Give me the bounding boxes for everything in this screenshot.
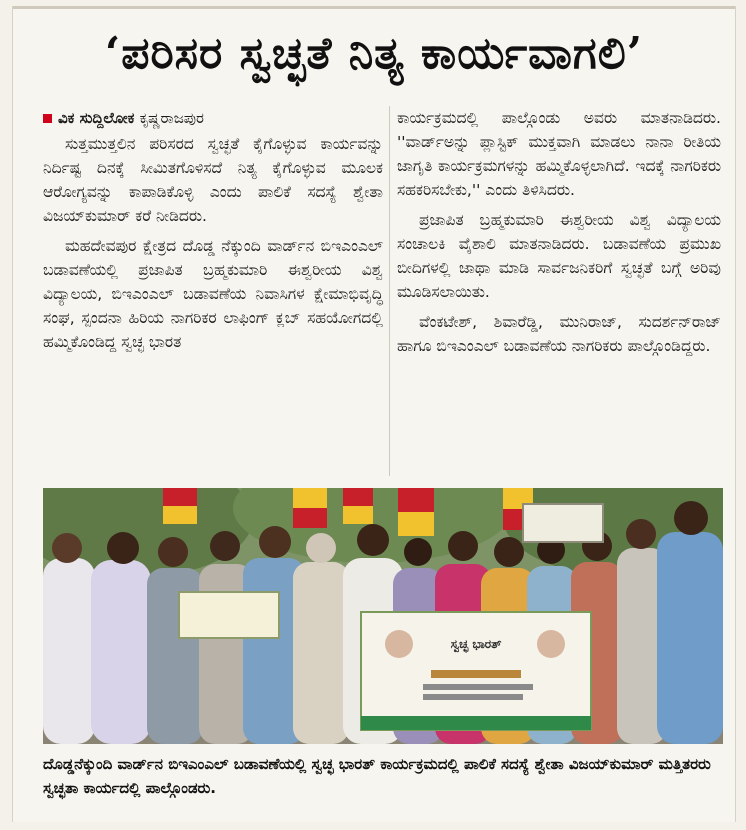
paragraph: ಪ್ರಜಾಪಿತ ಬ್ರಹ್ಮಕುಮಾರಿ ಈಶ್ವರೀಯ ವಿಶ್ವ ವಿದ್ಯಾಲಯ ಸಂಚಾಲಕಿ ವೈಶಾಲಿ ಮಾತನಾಡಿದರು. ಬಡಾವಣೆಯ ಪ್ರಮುಖ ಬೀದಿಗಳಲ್ಲಿ ಜಾಥಾ ಮಾಡಿ ಸಾರ್ವಜನಿಕರಿಗೆ ಸ್ವಚ್ಛತೆ ಬಗ್ಗೆ ಅರಿವು ಮೂಡಿಸಲಾಯಿತು. [397, 211, 721, 301]
paragraph: ವೆಂಕಟೇಶ್, ಶಿವಾರೆಡ್ಡಿ, ಮುನಿರಾಜ್, ಸುದರ್ಶನ್‌ರಾಜ್ ಹಾಗೂ ಬಿಇಎಂಎಲ್ ಬಡಾವಣೆಯ ನಾಗರಿಕರು ಪಾಲ್ಗೊಂಡಿದ್ದರು. [397, 313, 721, 355]
signboard [523, 504, 603, 542]
paragraph: ಕಾರ್ಯಕ್ರಮದಲ್ಲಿ ಪಾಲ್ಗೊಂಡು ಅವರು ಮಾತನಾಡಿದರು. ''ವಾರ್ಡ್‌ಅನ್ನು ಪ್ಲಾಸ್ಟಿಕ್ ಮುಕ್ತವಾಗಿ ಮಾಡಲು ನಾನಾ ರೀತಿಯ ಜಾಗೃತಿ ಕಾರ್ಯಕ್ರಮಗಳನ್ನು ಹಮ್ಮಿಕೊಳ್ಳಲಾಗಿದೆ. ಇದಕ್ಕೆ ನಾಗರಿಕರು ಸಹಕರಿಸಬೇಕು,'' ಎಂದು ತಿಳಿಸಿದರು. [397, 109, 721, 199]
paragraph: ಮಹದೇವಪುರ ಕ್ಷೇತ್ರದ ದೊಡ್ಡ ನೆಕ್ಕುಂದಿ ವಾರ್ಡ್‌ನ ಬಿಇಎಂಎಲ್ ಬಡಾವಣೆಯಲ್ಲಿ ಪ್ರಜಾಪಿತ ಬ್ರಹ್ಮಕುಮಾರಿ ಈಶ್ವರೀಯ ವಿಶ್ವ ವಿದ್ಯಾಲಯ, ಬಿಇಎಂಎಲ್ ಬಡಾವಣೆಯ ನಿವಾಸಿಗಳ ಕ್ಷೇಮಾಭಿವೃದ್ಧಿ ಸಂಘ, ಸ್ಪಂದನಾ ಹಿರಿಯ ನಾಗರಿಕರ ಲಾಫಿಂಗ್ ಕ್ಲಬ್ ಸಹಯೋಗದಲ್ಲಿ ಹಮ್ಮಿಕೊಂಡಿದ್ದ ಸ್ವಚ್ಛ ಭಾರತ [43, 237, 383, 351]
photo-illustration [43, 488, 723, 744]
photo-caption: ದೊಡ್ಡನೆಕ್ಕುಂದಿ ವಾರ್ಡ್‌ನ ಬಿಇಎಂಎಲ್ ಬಡಾವಣೆಯಲ್ಲಿ ಸ್ವಚ್ಛ ಭಾರತ್ ಕಾರ್ಯಕ್ರಮದಲ್ಲಿ ಪಾಲಿಕೆ ಸದಸ್ಯೆ ಶ್ವೇತಾ ವಿಜಯ್‌ಕುಮಾರ್ ಮತ್ತಿತರರು ಸ್ವಚ್ಛತಾ ಕಾರ್ಯದಲ್ಲಿ ಪಾಲ್ಗೊಂಡರು. [43, 755, 711, 797]
byline-location: ಕೃಷ್ಣರಾಜಪುರ [139, 109, 204, 127]
banner-text: ಸ್ವಚ್ಛ ಭಾರತ್ [450, 637, 502, 651]
article-right-column [397, 106, 721, 364]
placard [179, 592, 279, 638]
swachh-bharat-banner [361, 612, 591, 730]
article-left-column [43, 106, 383, 360]
paragraph: ಸುತ್ತಮುತ್ತಲಿನ ಪರಿಸರದ ಸ್ವಚ್ಛತೆ ಕೈಗೊಳ್ಳುವ ಕಾರ್ಯವನ್ನು ನಿರ್ದಿಷ್ಟ ದಿನಕ್ಕೆ ಸೀಮಿತಗೊಳಿಸದೆ ನಿತ್ಯ ಕೈಗೊಳ್ಳುವ ಮೂಲಕ ಆರೋಗ್ಯವನ್ನು ಕಾಪಾಡಿಕೊಳ್ಳಿ ಎಂದು ಪಾಲಿಕೆ ಸದಸ್ಯೆ ಶ್ವೇತಾ ವಿಜಯ್‌ಕುಮಾರ್ ಕರೆ ನೀಡಿದರು. [43, 135, 383, 225]
byline-marker-icon [43, 114, 52, 123]
column-divider [389, 106, 390, 476]
news-photo [43, 488, 723, 744]
headline: ‘ಪರಿಸರ ಸ್ವಚ್ಛತೆ ನಿತ್ಯ ಕಾರ್ಯವಾಗಲಿ’ [104, 28, 644, 79]
newspaper-clipping [12, 6, 736, 822]
byline [43, 106, 383, 130]
top-rule [13, 6, 735, 9]
byline-source: ವಿಕ ಸುದ್ದಿಲೋಕ [58, 109, 135, 127]
